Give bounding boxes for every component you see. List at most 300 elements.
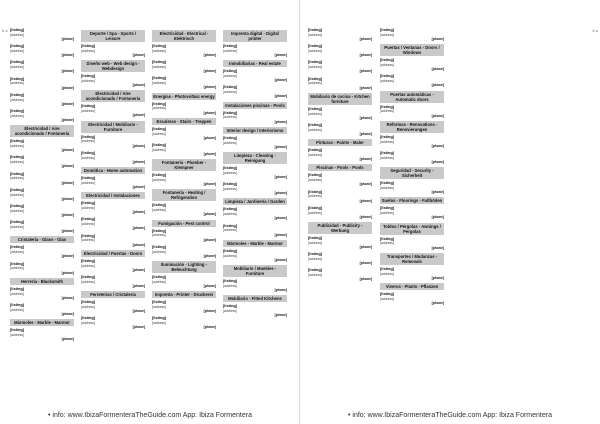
entry-phone[interactable]: [phone] (203, 182, 216, 187)
entry-phone[interactable]: [phone] (274, 257, 287, 262)
entry-name: [listing] (308, 236, 323, 241)
entry-contact-line (308, 53, 372, 57)
section-heading: Electricidad / Instalaciones (81, 192, 145, 199)
entry-address: [address] (223, 212, 237, 217)
entry-phone[interactable]: [phone] (359, 37, 372, 41)
entry-phone[interactable]: [phone] (274, 144, 287, 149)
section-heading: Mármoles - Marble - Marmor (223, 240, 287, 247)
entry-name: [listing] (81, 233, 96, 238)
entry-address: [address] (152, 48, 166, 53)
directory-entry (223, 166, 287, 179)
entry-contact-line (380, 246, 444, 250)
entry-phone[interactable]: [phone] (359, 214, 372, 219)
entry-phone[interactable]: [phone] (61, 148, 74, 153)
entry-phone[interactable]: [phone] (203, 237, 216, 242)
entry-address: [address] (380, 32, 394, 37)
entry-phone[interactable]: [phone] (203, 325, 216, 330)
directory-entry (223, 304, 287, 317)
entry-address: [address] (81, 279, 95, 284)
entry-address: [address] (308, 81, 322, 86)
directory-entry (81, 275, 145, 288)
entry-name: [listing] (10, 76, 25, 81)
entry-phone[interactable]: [phone] (61, 337, 74, 342)
entry-phone[interactable]: [phone] (274, 232, 287, 237)
entry-contact-line (152, 85, 216, 89)
entry-name: [listing] (10, 92, 25, 97)
entry-contact-line (10, 148, 74, 152)
entry-phone[interactable]: [phone] (132, 210, 145, 215)
entry-contact-line (223, 191, 287, 195)
directory-entry (10, 60, 74, 73)
entry-name: [listing] (10, 204, 25, 209)
entry-phone[interactable]: [phone] (203, 253, 216, 258)
entry-phone[interactable]: [phone] (203, 284, 216, 289)
entry-address: [address] (81, 206, 95, 211)
entry-phone[interactable]: [phone] (132, 83, 145, 88)
entry-phone[interactable]: [phone] (61, 270, 74, 275)
entry-name: [listing] (223, 135, 238, 140)
entry-name: [listing] (308, 189, 323, 194)
entry-contact-line (380, 83, 444, 87)
entry-phone[interactable]: [phone] (431, 143, 444, 148)
entry-phone[interactable]: [phone] (359, 69, 372, 74)
entry-address: [address] (380, 241, 394, 246)
entry-contact-line (152, 284, 216, 288)
entry-name: [listing] (308, 252, 323, 257)
entry-name: [listing] (308, 268, 323, 273)
entry-contact-line (81, 160, 145, 164)
entry-phone[interactable]: [phone] (359, 261, 372, 266)
entry-phone[interactable]: [phone] (431, 190, 444, 195)
entry-address: [address] (152, 65, 166, 69)
entry-phone[interactable]: [phone] (359, 132, 372, 137)
entry-contact-line (81, 144, 145, 148)
section-heading: Escaleras - Stairs - Treppen (152, 118, 216, 125)
entry-contact-line (81, 113, 145, 117)
entry-contact-line (81, 325, 145, 329)
entry-address: [address] (81, 155, 95, 160)
entry-address: [address] (152, 208, 166, 213)
entry-contact-line (308, 86, 372, 90)
directory-entry (81, 44, 145, 57)
entry-contact-line (308, 245, 372, 249)
entry-name: [listing] (81, 275, 96, 280)
entry-phone[interactable]: [phone] (61, 295, 74, 300)
directory-entry (10, 44, 74, 57)
directory-entry (308, 190, 372, 203)
entry-address: [address] (152, 321, 166, 326)
entry-contact-line (10, 197, 74, 201)
entry-address: [address] (10, 333, 24, 338)
entry-phone[interactable]: [phone] (274, 288, 287, 293)
directory-entry (81, 217, 145, 230)
directory-entry (308, 252, 372, 265)
entry-address: [address] (10, 291, 24, 296)
entry-phone[interactable]: [phone] (132, 185, 145, 190)
entry-phone[interactable]: [phone] (61, 180, 74, 185)
entry-phone[interactable]: [phone] (61, 118, 74, 123)
entry-address: [address] (10, 81, 24, 86)
entry-phone[interactable]: [phone] (274, 78, 287, 83)
entry-phone[interactable]: [phone] (132, 309, 145, 314)
entry-phone[interactable]: [phone] (359, 85, 372, 90)
entry-phone[interactable]: [phone] (61, 37, 74, 41)
entry-phone[interactable]: [phone] (203, 85, 216, 90)
entry-phone[interactable]: [phone] (203, 309, 216, 314)
entry-name: [listing] (223, 166, 238, 171)
entry-name: [listing] (10, 28, 25, 32)
directory-entry (380, 206, 444, 219)
entry-contact-line (81, 185, 145, 189)
entry-phone[interactable]: [phone] (359, 115, 372, 120)
directory-entry (10, 287, 74, 300)
entry-contact-line (380, 160, 444, 164)
entry-address: [address] (308, 111, 322, 116)
entry-name: [listing] (152, 44, 167, 48)
directory-entry (10, 155, 74, 168)
section-heading: Electricidad / Aire acondicionado / Fontanería (10, 125, 74, 137)
entry-phone[interactable]: [phone] (431, 67, 444, 72)
entry-address: [address] (308, 240, 322, 245)
directory-entry (380, 28, 444, 41)
entry-contact-line (308, 277, 372, 281)
entry-phone[interactable]: [phone] (203, 135, 216, 140)
directory-entry (81, 201, 145, 214)
entry-contact-line (10, 102, 74, 106)
entry-address: [address] (308, 65, 322, 70)
page-folio: 6 a (592, 28, 598, 33)
entry-name: [listing] (308, 28, 323, 32)
entry-name: [listing] (10, 245, 25, 250)
directory-column (452, 28, 516, 408)
section-heading: Ferreterías / Cristalería (81, 291, 145, 298)
entry-phone[interactable]: [phone] (61, 213, 74, 218)
section-heading: Cristalería - Glass - Glas (10, 236, 74, 243)
entry-phone[interactable]: [phone] (61, 196, 74, 201)
section-heading: Seguridad - Security - Sicherheit (380, 167, 444, 179)
directory-entry (308, 107, 372, 120)
entry-phone[interactable]: [phone] (203, 69, 216, 74)
entry-contact-line (308, 261, 372, 265)
entry-address: [address] (380, 186, 394, 191)
entry-address: [address] (223, 140, 237, 145)
entry-phone[interactable]: [phone] (431, 215, 444, 220)
entry-phone[interactable]: [phone] (61, 312, 74, 317)
directory-entry (308, 268, 372, 281)
entry-address: [address] (10, 97, 24, 102)
entry-name: [listing] (380, 266, 395, 271)
entry-name: [listing] (81, 300, 96, 305)
entry-name: [listing] (308, 148, 323, 153)
entry-contact-line (81, 268, 145, 272)
entry-phone[interactable]: [phone] (274, 191, 287, 196)
directory-entry (223, 279, 287, 292)
entry-phone[interactable]: [phone] (274, 313, 287, 318)
entry-name: [listing] (152, 173, 167, 178)
directory-column (380, 28, 444, 408)
entry-contact-line (380, 301, 444, 305)
entry-contact-line (308, 69, 372, 73)
entry-phone[interactable]: [phone] (132, 325, 145, 330)
entry-address: [address] (380, 109, 394, 114)
entry-contact-line (152, 182, 216, 186)
entry-name: [listing] (223, 110, 238, 115)
entry-phone[interactable]: [phone] (359, 277, 372, 282)
directory-entry (10, 262, 74, 275)
directory-entry (10, 204, 74, 217)
directory-entry (308, 148, 372, 161)
section-heading: Limpieza / Jardinería / Garden (223, 198, 287, 205)
directory-column (152, 28, 216, 408)
entry-name: [listing] (380, 181, 395, 186)
entry-name: [listing] (81, 74, 96, 79)
entry-address: [address] (81, 79, 95, 83)
entry-phone[interactable]: [phone] (359, 53, 372, 58)
entry-name: [listing] (223, 182, 238, 187)
entry-address: [address] (380, 155, 394, 160)
entry-contact-line (223, 53, 287, 57)
entry-phone[interactable]: [phone] (274, 175, 287, 180)
entry-name: [listing] (308, 205, 323, 210)
directory-entry (380, 267, 444, 280)
entry-name: [listing] (10, 60, 25, 65)
entry-phone[interactable]: [phone] (274, 94, 287, 99)
entry-phone[interactable]: [phone] (274, 216, 287, 221)
section-heading: Domótica - Home automation (81, 167, 145, 174)
entry-contact-line (10, 53, 74, 57)
entry-address: [address] (81, 305, 95, 310)
entry-name: [listing] (152, 300, 167, 305)
entry-contact-line (380, 215, 444, 219)
entry-address: [address] (223, 74, 237, 78)
section-heading: Piscinas - Pools - Pools (308, 164, 372, 171)
entry-address: [address] (308, 257, 322, 262)
entry-name: [listing] (223, 44, 238, 48)
entry-name: [listing] (380, 74, 395, 79)
entry-name: [listing] (308, 106, 323, 111)
entry-contact-line (152, 111, 216, 115)
entry-phone[interactable]: [phone] (132, 143, 145, 148)
entry-phone[interactable]: [phone] (132, 113, 145, 118)
entry-phone[interactable]: [phone] (61, 254, 74, 259)
directory-entry (10, 172, 74, 185)
section-heading: Deporte / Spa - Sports / Leisure (81, 30, 145, 42)
directory-entry (152, 60, 216, 73)
entry-phone[interactable]: [phone] (431, 160, 444, 165)
entry-contact-line (223, 175, 287, 179)
entry-phone[interactable]: [phone] (274, 53, 287, 57)
entry-name: [listing] (10, 44, 25, 49)
entry-name: [listing] (223, 248, 238, 253)
entry-address: [address] (223, 253, 237, 258)
section-heading: Energías - Photovoltaic energy (153, 93, 215, 99)
directory-entry (152, 300, 216, 313)
entry-contact-line (223, 94, 287, 98)
entry-address: [address] (308, 178, 322, 183)
entry-phone[interactable]: [phone] (132, 267, 145, 272)
entry-phone[interactable]: [phone] (431, 245, 444, 250)
directory-entry (308, 173, 372, 186)
entry-phone[interactable]: [phone] (359, 245, 372, 250)
section-heading: Pinturas - Paints - Maler (308, 139, 372, 146)
entry-address: [address] (152, 147, 166, 152)
entry-address: [address] (223, 309, 237, 314)
entry-name: [listing] (10, 155, 25, 160)
entry-name: [listing] (81, 316, 96, 321)
entry-contact-line (223, 313, 287, 317)
entry-contact-line (308, 157, 372, 161)
entry-contact-line (152, 152, 216, 156)
entry-phone[interactable]: [phone] (359, 157, 372, 162)
entry-phone[interactable]: [phone] (203, 212, 216, 217)
directory-entry (380, 74, 444, 87)
directory-entry (223, 69, 287, 82)
section-heading: Mobiliario de cocina - Kitchen furniture (308, 93, 372, 105)
entry-phone[interactable]: [phone] (431, 83, 444, 88)
entry-address: [address] (10, 176, 24, 181)
entry-contact-line (152, 238, 216, 242)
directory-entry (152, 127, 216, 140)
directory-entry (10, 109, 74, 122)
entry-address: [address] (152, 178, 166, 183)
entry-name: [listing] (152, 316, 167, 321)
entry-address: [address] (152, 233, 166, 238)
entry-contact-line (308, 116, 372, 120)
entry-contact-line (223, 78, 287, 82)
entry-contact-line (380, 190, 444, 194)
directory-entry (380, 58, 444, 71)
entry-name: [listing] (380, 134, 395, 139)
entry-address: [address] (81, 222, 95, 227)
directory-column (308, 28, 372, 408)
directory-entry (223, 224, 287, 237)
entry-phone[interactable]: [phone] (132, 53, 145, 57)
entry-name: [listing] (380, 58, 395, 63)
entry-address: [address] (223, 115, 237, 120)
directory-entry (10, 245, 74, 258)
entry-address: [address] (81, 180, 95, 185)
entry-phone[interactable]: [phone] (359, 182, 372, 187)
directory-entry (10, 220, 74, 233)
entry-contact-line (10, 271, 74, 275)
entry-address: [address] (152, 106, 166, 111)
entry-name: [listing] (152, 60, 167, 65)
directory-entry (152, 143, 216, 156)
directory-entry (152, 203, 216, 216)
directory-entry (308, 123, 372, 136)
entry-phone[interactable]: [phone] (203, 110, 216, 115)
entry-phone[interactable]: [phone] (203, 53, 216, 57)
entry-phone[interactable]: [phone] (274, 119, 287, 124)
entry-address: [address] (380, 79, 394, 84)
directory-entry (81, 259, 145, 272)
entry-phone[interactable]: [phone] (359, 198, 372, 203)
directory-entry (223, 85, 287, 98)
entry-contact-line (223, 120, 287, 124)
entry-address: [address] (10, 160, 24, 165)
directory-entry (380, 237, 444, 250)
entry-contact-line (152, 309, 216, 313)
entry-contact-line (10, 254, 74, 258)
section-heading: Imprenta - Printer - Druckerei (152, 291, 216, 298)
entry-phone[interactable]: [phone] (203, 152, 216, 157)
entry-name: [listing] (81, 150, 96, 155)
section-heading: Herrería - Blacksmith (10, 278, 74, 285)
entry-address: [address] (152, 81, 166, 86)
section-heading: Reformas - Renovations - Renovierungen (380, 121, 444, 133)
entry-contact-line (10, 69, 74, 73)
footer-info: • info: www.IbizaFormenteraTheGuide.com App: Ibiza Formentera (48, 412, 252, 419)
directory-entry (308, 77, 372, 90)
entry-contact-line (81, 284, 145, 288)
entry-name: [listing] (223, 279, 238, 284)
page-folio: 6 a (2, 28, 8, 33)
entry-phone[interactable]: [phone] (61, 101, 74, 106)
section-heading: Fontanería - Plumber - Klempner (152, 159, 216, 171)
directory-entry (152, 245, 216, 258)
directory-entry (152, 102, 216, 115)
entry-address: [address] (223, 228, 237, 233)
entry-address: [address] (223, 187, 237, 192)
entry-address: [address] (308, 153, 322, 158)
entry-contact-line (308, 132, 372, 136)
entry-address: [address] (308, 194, 322, 199)
entry-phone[interactable]: [phone] (431, 37, 444, 41)
entry-name: [listing] (380, 104, 395, 109)
entry-contact-line (308, 215, 372, 219)
entry-name: [listing] (223, 207, 238, 212)
entry-phone[interactable]: [phone] (431, 301, 444, 306)
entry-phone[interactable]: [phone] (61, 229, 74, 234)
entry-phone[interactable]: [phone] (61, 53, 74, 58)
entry-contact-line (10, 312, 74, 316)
directory-entry (308, 206, 372, 219)
entry-name: [listing] (10, 220, 25, 225)
entry-contact-line (152, 69, 216, 73)
entry-phone[interactable]: [phone] (61, 85, 74, 90)
entry-contact-line (380, 67, 444, 71)
directory-entry (380, 105, 444, 118)
entry-phone[interactable]: [phone] (61, 69, 74, 74)
entry-phone[interactable]: [phone] (431, 113, 444, 118)
entry-address: [address] (10, 49, 24, 53)
section-heading: Puertas / Ventanas - Doors / Windows (380, 44, 444, 56)
entry-phone[interactable]: [phone] (61, 164, 74, 169)
entry-contact-line (10, 296, 74, 300)
entry-contact-line (380, 37, 444, 41)
entry-address: [address] (152, 249, 166, 254)
section-heading: Publicidad - Publicity - Werbung (308, 222, 372, 234)
entry-address: [address] (380, 139, 394, 144)
entry-name: [listing] (10, 109, 25, 114)
entry-phone[interactable]: [phone] (132, 226, 145, 231)
section-heading: Iluminación - Lighting - Beleuchtung (152, 261, 216, 273)
entry-address: [address] (10, 113, 24, 118)
entry-phone[interactable]: [phone] (132, 159, 145, 164)
section-heading: Limpieza - Cleaning - Reinigung (223, 152, 287, 164)
entry-address: [address] (10, 250, 24, 255)
entry-phone[interactable]: [phone] (431, 275, 444, 280)
directory-entry (10, 328, 74, 341)
directory-entry (308, 60, 372, 73)
entry-phone[interactable]: [phone] (132, 242, 145, 247)
entry-name: [listing] (380, 151, 395, 156)
entry-name: [listing] (152, 101, 167, 106)
entry-phone[interactable]: [phone] (132, 284, 145, 289)
section-heading: Puertas automáticas - Automatic doors (380, 91, 444, 103)
directory-entry (152, 229, 216, 242)
entry-address: [address] (152, 279, 166, 284)
